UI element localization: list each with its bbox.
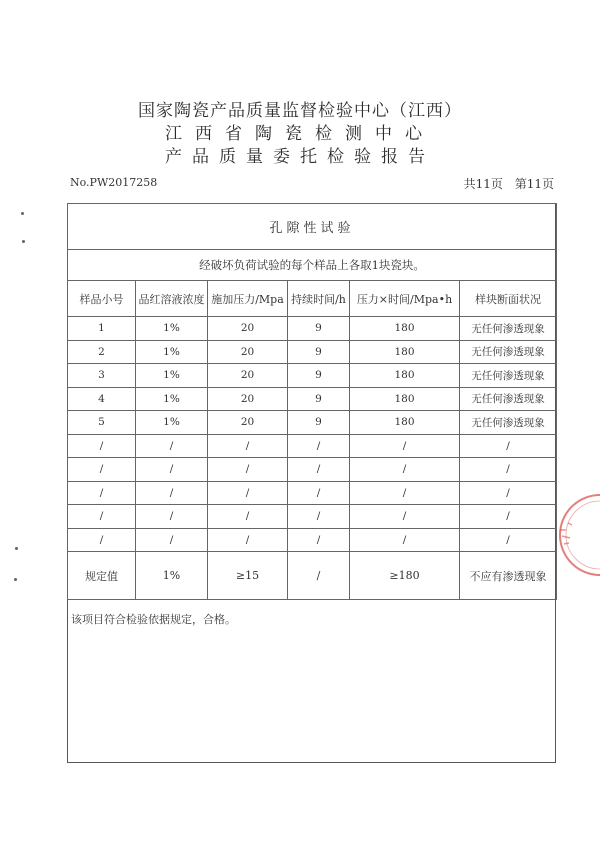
table-row: [68, 387, 557, 411]
scan-speck: [21, 212, 24, 215]
table-row: [68, 340, 557, 364]
cell-section-status: /: [460, 458, 557, 482]
cell-sample-no: 1: [68, 317, 136, 341]
cell-duration: /: [288, 458, 350, 482]
cell-concentration: 1%: [136, 364, 208, 388]
cell-pressure: 20: [208, 411, 288, 435]
cell-pressure-time: 180: [350, 387, 460, 411]
cell-pressure: 20: [208, 340, 288, 364]
porosity-test-table: [67, 203, 557, 600]
table-row: [68, 411, 557, 435]
page-current: 第11页: [514, 177, 554, 191]
cell-concentration: 1%: [136, 317, 208, 341]
col-header-pressure-time: 压力×时间/Mpa•h: [350, 281, 460, 317]
test-title: 孔隙性试验: [68, 204, 557, 250]
table-row: [68, 481, 557, 505]
cell-pressure-time: 180: [350, 411, 460, 435]
cell-section-status: 无任何渗透现象: [460, 364, 557, 388]
standard-row: [68, 552, 557, 600]
cell-sample-no: /: [68, 458, 136, 482]
cell-sample-no: 4: [68, 387, 136, 411]
cell-sample-no: /: [68, 434, 136, 458]
cell-concentration: 1%: [136, 411, 208, 435]
cell-sample-no: 5: [68, 411, 136, 435]
cell-concentration: /: [136, 528, 208, 552]
table-title-row: [68, 204, 557, 250]
conclusion-text: 该项目符合检验依据规定，合格。: [71, 613, 236, 626]
cell-duration: /: [288, 505, 350, 529]
cell-duration: /: [288, 528, 350, 552]
cell-sample-no: 3: [68, 364, 136, 388]
col-header-section-status: 样块断面状况: [460, 281, 557, 317]
cell-pressure-time: /: [350, 458, 460, 482]
table-note-row: [68, 250, 557, 281]
col-header-sample-no: 样品小号: [68, 281, 136, 317]
table-row: [68, 528, 557, 552]
cell-sample-no: /: [68, 505, 136, 529]
cell-section-status: 无任何渗透现象: [460, 411, 557, 435]
cell-concentration: /: [136, 434, 208, 458]
cell-concentration: 1%: [136, 387, 208, 411]
cell-sample-no: 2: [68, 340, 136, 364]
cell-duration: 9: [288, 364, 350, 388]
header-report-title: 产品质量委托检验报告: [165, 147, 435, 167]
cell-duration: 9: [288, 387, 350, 411]
cell-section-status: 无任何渗透现象: [460, 340, 557, 364]
table-row: [68, 434, 557, 458]
standard-duration: /: [288, 552, 350, 600]
cell-pressure-time: /: [350, 434, 460, 458]
cell-concentration: /: [136, 458, 208, 482]
cell-pressure: /: [208, 434, 288, 458]
cell-pressure-time: 180: [350, 364, 460, 388]
cell-pressure: /: [208, 528, 288, 552]
page-total: 共11页: [463, 177, 503, 191]
page-info: [456, 175, 554, 192]
cell-section-status: /: [460, 528, 557, 552]
cell-duration: 9: [288, 340, 350, 364]
column-header-row: [68, 281, 557, 317]
cell-section-status: /: [460, 505, 557, 529]
standard-label: 规定值: [68, 552, 136, 600]
col-header-duration: 持续时间/h: [288, 281, 350, 317]
cell-pressure: 20: [208, 387, 288, 411]
cell-pressure: /: [208, 481, 288, 505]
cell-pressure: /: [208, 458, 288, 482]
cell-concentration: /: [136, 481, 208, 505]
standard-pressure-time: ≥180: [350, 552, 460, 600]
header-center-name: 国家陶瓷产品质量监督检验中心（江西）: [138, 101, 462, 121]
cell-section-status: /: [460, 434, 557, 458]
table-row: [68, 364, 557, 388]
cell-duration: /: [288, 481, 350, 505]
scan-speck: [15, 547, 18, 550]
table-body: [68, 317, 557, 552]
cell-sample-no: /: [68, 528, 136, 552]
document-number: No.PW2017258: [70, 176, 158, 189]
cell-duration: 9: [288, 411, 350, 435]
col-header-solution-concentration: 品红溶液浓度: [136, 281, 208, 317]
cell-pressure-time: 180: [350, 340, 460, 364]
cell-concentration: 1%: [136, 340, 208, 364]
cell-pressure: /: [208, 505, 288, 529]
col-header-pressure: 施加压力/Mpa: [208, 281, 288, 317]
header-jiangxi-center: 江西省陶瓷检测中心: [165, 124, 435, 144]
sampling-note: 经破坏负荷试验的每个样品上各取1块瓷块。: [68, 250, 557, 281]
scan-speck: [14, 578, 17, 581]
scan-speck: [22, 240, 25, 243]
cell-pressure-time: /: [350, 505, 460, 529]
cell-pressure-time: /: [350, 528, 460, 552]
cell-pressure: 20: [208, 317, 288, 341]
cell-section-status: 无任何渗透现象: [460, 387, 557, 411]
cell-section-status: 无任何渗透现象: [460, 317, 557, 341]
table-row: [68, 505, 557, 529]
table-row: [68, 317, 557, 341]
cell-pressure-time: 180: [350, 317, 460, 341]
table-row: [68, 458, 557, 482]
cell-pressure: 20: [208, 364, 288, 388]
cell-duration: /: [288, 434, 350, 458]
standard-section-status: 不应有渗透现象: [460, 552, 557, 600]
red-seal-stamp: [542, 490, 600, 580]
cell-concentration: /: [136, 505, 208, 529]
cell-pressure-time: /: [350, 481, 460, 505]
cell-section-status: /: [460, 481, 557, 505]
standard-concentration: 1%: [136, 552, 208, 600]
cell-duration: 9: [288, 317, 350, 341]
cell-sample-no: /: [68, 481, 136, 505]
standard-pressure: ≥15: [208, 552, 288, 600]
